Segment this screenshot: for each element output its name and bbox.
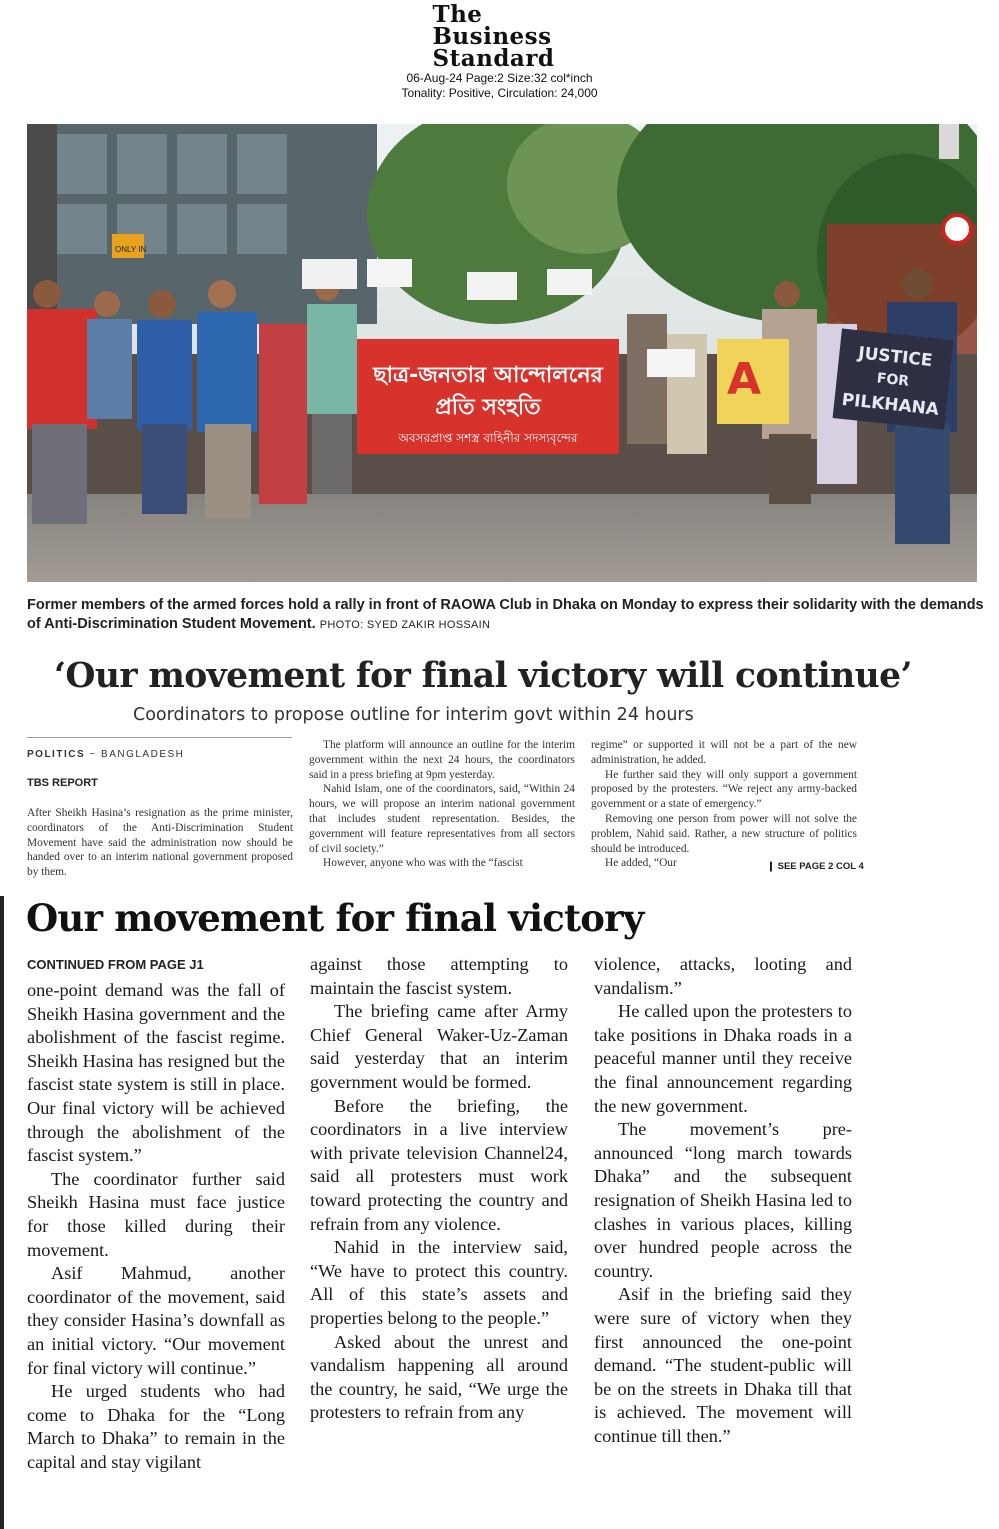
front-column-3 xyxy=(591,738,857,871)
see-page-text: SEE PAGE 2 COL 4 xyxy=(777,861,864,872)
logo-line-1: The xyxy=(432,1,483,28)
placard-line-2: FOR xyxy=(876,370,910,390)
paragraph: The platform will announce an outline for the interim government within the next 24 hours, the coordinators said in a press briefing at 9pm yesterday. xyxy=(309,739,575,781)
paragraph: However, anyone who was with the “fascist xyxy=(323,857,523,870)
clipping-meta-line-1: 06-Aug-24 Page:2 Size:32 col*inch xyxy=(406,71,593,85)
paragraph: After Sheikh Hasina’s resignation as the prime minister, coordinators of the Anti-Discrimination Student Movement have said the administration now should be handed over to an interim national government proposed by them. xyxy=(27,807,293,879)
continued-column-3 xyxy=(594,953,852,1448)
paragraph: Asif Mahmud, another coordinator of the movement, said they consider Hasina’s downfall as an initial victory. “Our movement for final victory will continue.” xyxy=(27,1263,285,1378)
see-page-jump: ❙ SEE PAGE 2 COL 4 xyxy=(767,861,864,872)
paragraph: The briefing came after Army Chief General Waker-Uz-Zaman said yesterday that an interim government would be formed. xyxy=(310,1001,568,1092)
paragraph: regime” or supported it will not be a part of the new administration, he added. xyxy=(591,739,857,766)
paragraph: Nahid Islam, one of the coordinators, said, “Within 24 hours, we will propose an interim national government that includes student representation. Besides, the government will feature representatives from all sectors of civil society.” xyxy=(309,783,575,855)
paragraph: He called upon the protesters to take positions in Dhaka roads in a peaceful manner until they receive the final announcement regarding the new government. xyxy=(594,1001,852,1116)
newspaper-logo xyxy=(432,1,555,72)
rally-photo xyxy=(27,124,977,582)
section-separator: ~ xyxy=(85,749,102,760)
front-headline: ‘Our movement for final victory will continue’ xyxy=(54,656,912,696)
section-label xyxy=(27,749,184,760)
justice-placard xyxy=(833,328,954,429)
continued-column-1 xyxy=(27,979,285,1474)
byline: TBS REPORT xyxy=(27,777,98,789)
paragraph: Nahid in the interview said, “We have to protect this country. All of this state’s assets and properties belong to the people.” xyxy=(310,1237,568,1328)
banner-line-1: ছাত্র-জনতার আন্দোলনের xyxy=(373,363,603,388)
shop-sign: ONLY IN xyxy=(115,245,147,254)
placard-line-1: JUSTICE xyxy=(857,343,934,372)
section-rule xyxy=(27,737,292,738)
front-deck: Coordinators to propose outline for interim govt within 24 hours xyxy=(133,705,694,725)
paragraph: Removing one person from power will not solve the problem, Nahid said. Rather, a new structure of politics should be introduced. xyxy=(591,812,857,855)
paragraph: Asked about the unrest and vandalism happening all around the country, he said, “We urge the protesters to refrain from any xyxy=(310,1331,568,1423)
front-column-1 xyxy=(27,806,293,880)
continued-column-2 xyxy=(310,953,568,1425)
continued-headline: Our movement for final victory xyxy=(26,896,644,940)
section-sub: BANGLADESH xyxy=(101,749,185,760)
front-column-2 xyxy=(309,738,575,871)
caption-text: Former members of the armed forces hold a rally in front of RAOWA Club in Dhaka on Monday to express their solidarity with the demands of Anti-Discrimination Student Movement. xyxy=(27,597,984,632)
paragraph: violence, attacks, looting and vandalism.” xyxy=(594,954,852,998)
svg-text:A: A xyxy=(727,354,762,405)
paragraph: The coordinator further said Sheikh Hasina must face justice for those killed during their movement. xyxy=(27,1168,285,1260)
photo-caption xyxy=(27,596,987,635)
paragraph: He urged students who had come to Dhaka for the “Long March to Dhaka” to remain in the capital and stay vigilant xyxy=(27,1381,285,1472)
section-main: POLITICS xyxy=(27,749,86,760)
clipping-meta-line-2: Tonality: Positive, Circulation: 24,000 xyxy=(401,86,598,100)
logo-line-3: Standard xyxy=(432,45,555,72)
paragraph: Asif in the briefing said they were sure of victory when they first announced the one-point demand. “The student-public will be on the streets in Dhaka till that is achieved. The movement will continue till then.” xyxy=(594,1284,852,1446)
banner-line-3: অবসরপ্রাপ্ত সশস্ত্র বাহিনীর সদস্যবৃন্দের xyxy=(398,431,578,445)
paragraph: The movement’s pre-announced “long march towards Dhaka” and the subsequent resignation of Sheikh Hasina led to clashes in various places, killing over hundred people across the country. xyxy=(594,1119,852,1281)
continued-label: CONTINUED FROM PAGE J1 xyxy=(27,957,204,972)
masthead xyxy=(0,1,999,101)
continuation-marker xyxy=(0,896,4,1529)
photo-credit: PHOTO: SYED ZAKIR HOSSAIN xyxy=(319,619,491,631)
paragraph: against those attempting to maintain the fascist system. xyxy=(310,954,568,998)
paragraph: He further said they will only support a government proposed by the protesters. “We reject any army-backed government or a state of emergency.” xyxy=(591,768,857,811)
placard-line-3: PILKHANA xyxy=(840,389,940,421)
logo-line-2: Business xyxy=(432,23,552,50)
paragraph: He added, “Our xyxy=(605,857,677,870)
front-story xyxy=(27,737,862,877)
paragraph: one-point demand was the fall of Sheikh Hasina government and the abolishment of the fascist regime. Sheikh Hasina has resigned but the fascist state system is still in place. Our final victory will be achieved through the abolishment of the fascist system.” xyxy=(27,980,285,1166)
paragraph: Before the briefing, the coordinators in a live interview with private television Channel24, said all protesters must work toward protecting the country and refrain from any violence. xyxy=(310,1095,568,1234)
banner-line-2: প্রতি সংহতি xyxy=(435,395,541,420)
